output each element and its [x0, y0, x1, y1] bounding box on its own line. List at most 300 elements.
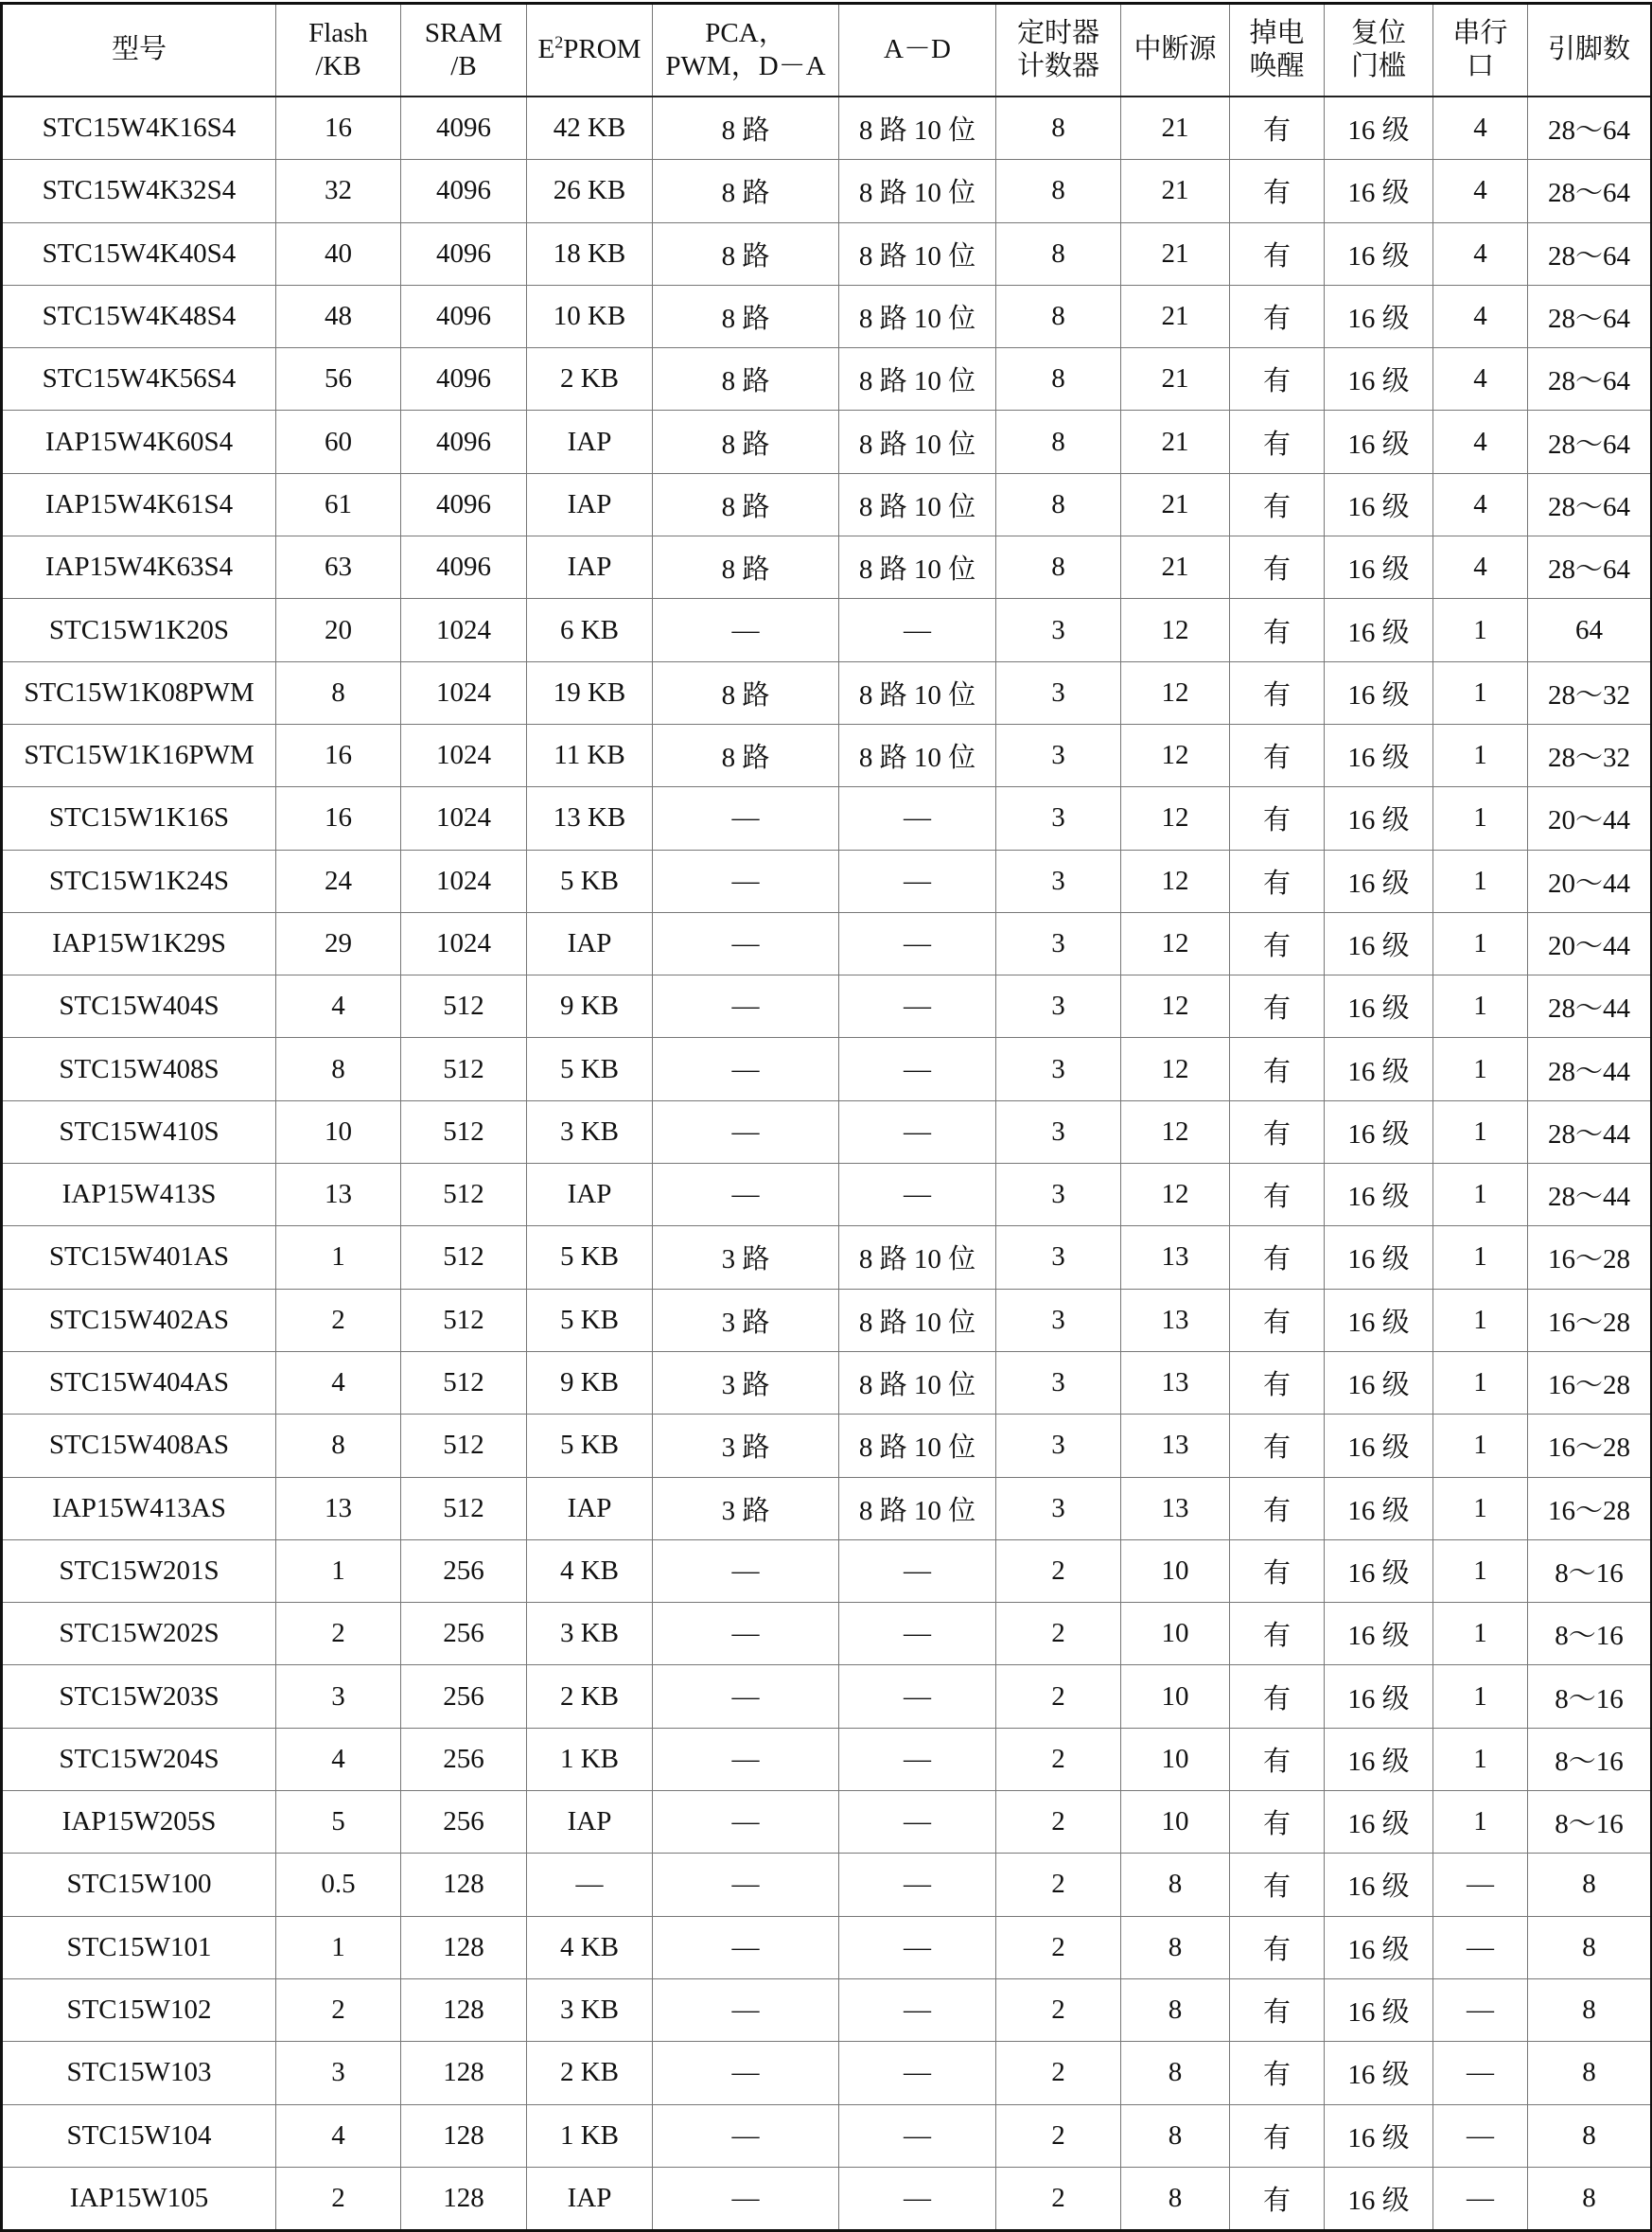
table-cell: 3 [276, 1665, 401, 1728]
table-cell: 16～28 [1528, 1351, 1652, 1414]
table-cell: 3 [996, 1289, 1121, 1351]
table-cell: 26 KB [527, 160, 653, 222]
table-cell: — [653, 787, 839, 850]
table-cell: 63 [276, 536, 401, 599]
table-cell: 5 KB [527, 1289, 653, 1351]
table-cell: 有 [1230, 1665, 1325, 1728]
table-cell: 8 路 10 位 [839, 222, 996, 285]
model-cell: STC15W402AS [2, 1289, 276, 1351]
table-cell: 13 KB [527, 787, 653, 850]
table-cell: 8 路 10 位 [839, 1415, 996, 1477]
table-cell: — [1433, 2104, 1528, 2167]
table-cell: 16 级 [1325, 222, 1433, 285]
table-cell: 8 [1528, 1854, 1652, 1916]
model-cell: STC15W4K56S4 [2, 348, 276, 411]
model-cell: STC15W104 [2, 2104, 276, 2167]
table-cell: 12 [1121, 787, 1230, 850]
table-cell: 有 [1230, 1728, 1325, 1790]
table-cell: 16 级 [1325, 1415, 1433, 1477]
table-cell: 512 [401, 1226, 527, 1289]
column-header-superscript: 2 [554, 32, 564, 52]
table-cell: 5 [276, 1791, 401, 1854]
column-header [1433, 4, 1528, 97]
table-cell: 4096 [401, 222, 527, 285]
table-cell: 128 [401, 1978, 527, 2041]
table-cell: 28～44 [1528, 1100, 1652, 1163]
model-cell: STC15W4K32S4 [2, 160, 276, 222]
table-cell: 4 [276, 1351, 401, 1414]
table-cell: IAP [527, 2167, 653, 2230]
table-cell: 1 [276, 1916, 401, 1978]
table-cell: 有 [1230, 160, 1325, 222]
table-cell: 2 [996, 1603, 1121, 1665]
table-cell: 16 级 [1325, 97, 1433, 160]
table-cell: 8 [276, 1415, 401, 1477]
table-cell: 28～44 [1528, 1038, 1652, 1100]
table-row [2, 1100, 1652, 1163]
table-cell: 28～44 [1528, 975, 1652, 1038]
table-cell: 1 [1433, 975, 1528, 1038]
table-cell: — [653, 1038, 839, 1100]
table-cell: 20 [276, 599, 401, 661]
table-cell: — [1433, 2042, 1528, 2104]
table-cell: 8 [276, 1038, 401, 1100]
table-cell: 4 [1433, 285, 1528, 347]
table-cell: 2 [996, 1916, 1121, 1978]
column-header [653, 4, 839, 97]
table-cell: IAP [527, 411, 653, 473]
table-cell: 1 [1433, 1100, 1528, 1163]
table-cell: 16 级 [1325, 473, 1433, 536]
model-cell: STC15W1K16PWM [2, 724, 276, 786]
table-cell: 16 级 [1325, 1477, 1433, 1539]
column-header [996, 4, 1121, 97]
table-cell: 21 [1121, 536, 1230, 599]
model-cell: IAP15W4K60S4 [2, 411, 276, 473]
table-cell: 16 级 [1325, 1289, 1433, 1351]
model-cell: STC15W201S [2, 1539, 276, 1602]
table-cell: 8 [1121, 1916, 1230, 1978]
table-cell: 8 路 10 位 [839, 661, 996, 724]
model-cell: STC15W204S [2, 1728, 276, 1790]
table-row [2, 1477, 1652, 1539]
table-row [2, 1791, 1652, 1854]
table-cell: 8 路 [653, 97, 839, 160]
table-cell: 有 [1230, 912, 1325, 975]
table-body [2, 97, 1652, 2231]
table-cell: 8 路 10 位 [839, 724, 996, 786]
table-cell: 16 级 [1325, 1978, 1433, 2041]
table-cell: 有 [1230, 1477, 1325, 1539]
table-row [2, 724, 1652, 786]
table-cell: 40 [276, 222, 401, 285]
table-cell: — [839, 1164, 996, 1226]
table-row [2, 222, 1652, 285]
column-header [1230, 4, 1325, 97]
table-cell: 8 路 10 位 [839, 97, 996, 160]
table-header [2, 4, 1652, 97]
table-cell: 8～16 [1528, 1791, 1652, 1854]
table-cell: 1024 [401, 787, 527, 850]
table-cell: 3 KB [527, 1978, 653, 2041]
table-cell: 3 [996, 1038, 1121, 1100]
table-cell: 1024 [401, 850, 527, 912]
model-cell: STC15W1K16S [2, 787, 276, 850]
table-cell: 8 [996, 97, 1121, 160]
table-row [2, 1665, 1652, 1728]
table-cell: 2 [276, 1603, 401, 1665]
table-cell: — [839, 1978, 996, 2041]
table-cell: 1 [1433, 1226, 1528, 1289]
table-row [2, 1854, 1652, 1916]
table-cell: 8 路 10 位 [839, 348, 996, 411]
table-cell: 8 路 10 位 [839, 411, 996, 473]
table-cell: 8 路 [653, 222, 839, 285]
table-cell: 8 [1121, 2104, 1230, 2167]
table-cell: 28～32 [1528, 724, 1652, 786]
table-cell: 3 [996, 850, 1121, 912]
column-header-line: 定时器 [1016, 17, 1099, 48]
table-cell: 1024 [401, 724, 527, 786]
table-cell: 19 KB [527, 661, 653, 724]
table-cell: — [653, 1603, 839, 1665]
table-cell: 3 [996, 1477, 1121, 1539]
table-cell: 10 KB [527, 285, 653, 347]
table-cell: — [1433, 2167, 1528, 2230]
table-cell: 16 级 [1325, 850, 1433, 912]
table-cell: 2 [996, 1539, 1121, 1602]
model-cell: STC15W1K20S [2, 599, 276, 661]
table-cell: 16 级 [1325, 1603, 1433, 1665]
table-cell: 28～64 [1528, 411, 1652, 473]
table-cell: 2 [996, 1728, 1121, 1790]
table-cell: 8 路 [653, 473, 839, 536]
table-cell: 16 级 [1325, 975, 1433, 1038]
table-cell: 21 [1121, 160, 1230, 222]
table-cell: 12 [1121, 599, 1230, 661]
table-row [2, 1415, 1652, 1477]
table-cell: 16 级 [1325, 160, 1433, 222]
table-row [2, 912, 1652, 975]
table-cell: 13 [276, 1477, 401, 1539]
table-cell: 3 [996, 975, 1121, 1038]
table-cell: 21 [1121, 348, 1230, 411]
column-header [276, 4, 401, 97]
table-cell: 8 路 10 位 [839, 160, 996, 222]
table-cell: — [839, 1665, 996, 1728]
column-header [1121, 4, 1230, 97]
table-cell: 16 级 [1325, 1728, 1433, 1790]
table-row [2, 285, 1652, 347]
table-cell: 有 [1230, 850, 1325, 912]
table-cell: 有 [1230, 1791, 1325, 1854]
table-cell: 512 [401, 1415, 527, 1477]
table-cell: 8 路 [653, 724, 839, 786]
table-cell: 1 [1433, 787, 1528, 850]
table-cell: 512 [401, 1038, 527, 1100]
table-cell: — [839, 787, 996, 850]
table-cell: 16 级 [1325, 285, 1433, 347]
table-cell: 8 [1121, 2167, 1230, 2230]
table-cell: 1 [1433, 1728, 1528, 1790]
table-cell: 16 级 [1325, 1539, 1433, 1602]
table-cell: — [839, 1100, 996, 1163]
table-cell: 1 [1433, 1603, 1528, 1665]
table-cell: 21 [1121, 222, 1230, 285]
table-row [2, 1603, 1652, 1665]
table-row [2, 1728, 1652, 1790]
table-cell: 8 路 10 位 [839, 1226, 996, 1289]
table-row [2, 975, 1652, 1038]
table-cell: IAP [527, 1791, 653, 1854]
table-cell: 3 [996, 1100, 1121, 1163]
table-cell: — [839, 2104, 996, 2167]
table-row [2, 850, 1652, 912]
table-row [2, 2104, 1652, 2167]
table-cell: 128 [401, 1916, 527, 1978]
model-cell: IAP15W4K61S4 [2, 473, 276, 536]
table-cell: 有 [1230, 473, 1325, 536]
table-cell: 512 [401, 1164, 527, 1226]
table-cell: — [653, 2167, 839, 2230]
table-cell: 8 [1528, 1916, 1652, 1978]
table-cell: 2 KB [527, 1665, 653, 1728]
table-cell: 8 [1528, 2042, 1652, 2104]
table-cell: 21 [1121, 411, 1230, 473]
table-row [2, 1539, 1652, 1602]
table-cell: 4 [276, 1728, 401, 1790]
table-row [2, 2167, 1652, 2230]
table-cell: 8 路 10 位 [839, 536, 996, 599]
table-row [2, 787, 1652, 850]
table-cell: 1 [276, 1226, 401, 1289]
table-cell: 3 路 [653, 1477, 839, 1539]
table-cell: 8 [996, 473, 1121, 536]
table-cell: — [653, 975, 839, 1038]
table-cell: 13 [1121, 1477, 1230, 1539]
table-cell: 16 [276, 97, 401, 160]
table-cell: 有 [1230, 536, 1325, 599]
table-row [2, 160, 1652, 222]
table-cell: 1 [1433, 1289, 1528, 1351]
column-header [527, 4, 653, 97]
table-row [2, 1038, 1652, 1100]
table-cell: — [839, 1791, 996, 1854]
table-cell: 8 [1121, 1978, 1230, 2041]
table-cell: — [653, 1665, 839, 1728]
table-cell: 9 KB [527, 1351, 653, 1414]
table-cell: 16 级 [1325, 1916, 1433, 1978]
table-cell: — [1433, 1916, 1528, 1978]
table-cell: — [653, 1164, 839, 1226]
column-header-line: 引脚数 [1547, 34, 1630, 65]
table-cell: 1 [1433, 850, 1528, 912]
table-cell: 12 [1121, 724, 1230, 786]
table-cell: 12 [1121, 1100, 1230, 1163]
table-cell: 16 级 [1325, 1791, 1433, 1854]
table-cell: 8 [996, 285, 1121, 347]
table-cell: 3 路 [653, 1415, 839, 1477]
table-cell: — [1433, 1854, 1528, 1916]
table-cell: 0.5 [276, 1854, 401, 1916]
model-cell: IAP15W4K63S4 [2, 536, 276, 599]
table-cell: 1 KB [527, 2104, 653, 2167]
table-cell: 4096 [401, 160, 527, 222]
table-cell: 16 级 [1325, 2167, 1433, 2230]
table-cell: 5 KB [527, 1038, 653, 1100]
table-cell: 8 [276, 661, 401, 724]
table-cell: 4 [1433, 222, 1528, 285]
table-cell: 有 [1230, 1539, 1325, 1602]
column-header-line: 唤醒 [1249, 51, 1305, 81]
table-cell: 12 [1121, 975, 1230, 1038]
table-row [2, 599, 1652, 661]
table-cell: 512 [401, 1289, 527, 1351]
table-cell: 60 [276, 411, 401, 473]
model-cell: STC15W102 [2, 1978, 276, 2041]
table-cell: 128 [401, 2042, 527, 2104]
table-cell: 2 [996, 2042, 1121, 2104]
table-cell: 128 [401, 2167, 527, 2230]
table-cell: 4096 [401, 285, 527, 347]
table-cell: 4 [1433, 411, 1528, 473]
column-header [1325, 4, 1433, 97]
table-cell: 256 [401, 1665, 527, 1728]
table-cell: 有 [1230, 411, 1325, 473]
table-cell: — [653, 1728, 839, 1790]
table-cell: 1 KB [527, 1728, 653, 1790]
table-cell: IAP [527, 1477, 653, 1539]
table-cell: 12 [1121, 1164, 1230, 1226]
table-cell: 有 [1230, 975, 1325, 1038]
table-cell: 1 [1433, 1351, 1528, 1414]
table-cell: 16～28 [1528, 1477, 1652, 1539]
table-cell: 4096 [401, 97, 527, 160]
table-cell: 5 KB [527, 850, 653, 912]
table-cell: 28～32 [1528, 661, 1652, 724]
table-cell: 8 路 10 位 [839, 1289, 996, 1351]
table-cell: 16 级 [1325, 1164, 1433, 1226]
table-cell: 8 路 [653, 536, 839, 599]
table-cell: 24 [276, 850, 401, 912]
table-cell: 28～64 [1528, 285, 1652, 347]
table-cell: 3 [996, 1415, 1121, 1477]
table-cell: 16 级 [1325, 2042, 1433, 2104]
table-cell: — [653, 850, 839, 912]
table-cell: — [653, 1791, 839, 1854]
header-row [2, 4, 1652, 97]
table-cell: 12 [1121, 1038, 1230, 1100]
table-cell: — [839, 1038, 996, 1100]
table-cell: 8 [996, 160, 1121, 222]
table-cell: 有 [1230, 1415, 1325, 1477]
table-cell: 3 [996, 599, 1121, 661]
table-cell: 1024 [401, 599, 527, 661]
table-row [2, 2042, 1652, 2104]
table-cell: 有 [1230, 285, 1325, 347]
table-cell: 10 [1121, 1603, 1230, 1665]
table-cell: 有 [1230, 2104, 1325, 2167]
model-cell: STC15W4K40S4 [2, 222, 276, 285]
table-cell: 有 [1230, 1164, 1325, 1226]
model-cell: STC15W4K16S4 [2, 97, 276, 160]
table-cell: — [839, 1603, 996, 1665]
table-cell: 128 [401, 1854, 527, 1916]
table-cell: 1 [1433, 1539, 1528, 1602]
table-cell: — [1433, 1978, 1528, 2041]
table-cell: 2 [996, 1665, 1121, 1728]
table-cell: 16 级 [1325, 1854, 1433, 1916]
table-cell: 13 [1121, 1351, 1230, 1414]
table-cell: — [653, 912, 839, 975]
table-cell: 8 [996, 348, 1121, 411]
table-cell: 8 路 10 位 [839, 285, 996, 347]
table-cell: 16 级 [1325, 787, 1433, 850]
table-cell: 4 [1433, 348, 1528, 411]
table-cell: 8～16 [1528, 1665, 1652, 1728]
column-header [1528, 4, 1652, 97]
table-cell: 13 [1121, 1226, 1230, 1289]
column-header-line: 串行 [1452, 17, 1508, 48]
table-cell: 9 KB [527, 975, 653, 1038]
model-cell: STC15W408AS [2, 1415, 276, 1477]
table-cell: 4096 [401, 536, 527, 599]
table-cell: 16 级 [1325, 411, 1433, 473]
table-cell: 28～64 [1528, 222, 1652, 285]
model-cell: STC15W404AS [2, 1351, 276, 1414]
table-cell: 2 [996, 2167, 1121, 2230]
table-cell: 2 [996, 1854, 1121, 1916]
table-cell: 6 KB [527, 599, 653, 661]
table-row [2, 97, 1652, 160]
table-cell: 3 路 [653, 1289, 839, 1351]
table-cell: 8 路 10 位 [839, 473, 996, 536]
table-cell: 16 [276, 724, 401, 786]
table-cell: 20～44 [1528, 787, 1652, 850]
mcu-spec-table [0, 2, 1652, 2232]
table-cell: 3 [996, 1226, 1121, 1289]
column-header-line: PWM，D－A [665, 51, 826, 81]
table-cell: 21 [1121, 473, 1230, 536]
table-cell: 8 [1528, 2104, 1652, 2167]
model-cell: STC15W202S [2, 1603, 276, 1665]
model-cell: IAP15W205S [2, 1791, 276, 1854]
table-cell: — [839, 1539, 996, 1602]
table-cell: 1 [1433, 1164, 1528, 1226]
table-row [2, 1916, 1652, 1978]
table-cell: 10 [1121, 1539, 1230, 1602]
model-cell: STC15W4K48S4 [2, 285, 276, 347]
table-cell: 2 [276, 1289, 401, 1351]
table-cell: 16 级 [1325, 599, 1433, 661]
table-row [2, 1351, 1652, 1414]
model-cell: STC15W410S [2, 1100, 276, 1163]
table-cell: 4096 [401, 473, 527, 536]
table-cell: 10 [276, 1100, 401, 1163]
table-cell: 16 级 [1325, 1038, 1433, 1100]
table-cell: — [653, 1100, 839, 1163]
table-cell: 16 级 [1325, 1100, 1433, 1163]
table-cell: 10 [1121, 1665, 1230, 1728]
table-cell: 4 KB [527, 1539, 653, 1602]
table-cell: 1 [1433, 599, 1528, 661]
table-row [2, 1226, 1652, 1289]
table-cell: 28～64 [1528, 97, 1652, 160]
table-cell: 有 [1230, 1351, 1325, 1414]
column-header-line: 型号 [111, 34, 167, 65]
table-cell: 4 [276, 975, 401, 1038]
table-cell: 16 级 [1325, 1665, 1433, 1728]
